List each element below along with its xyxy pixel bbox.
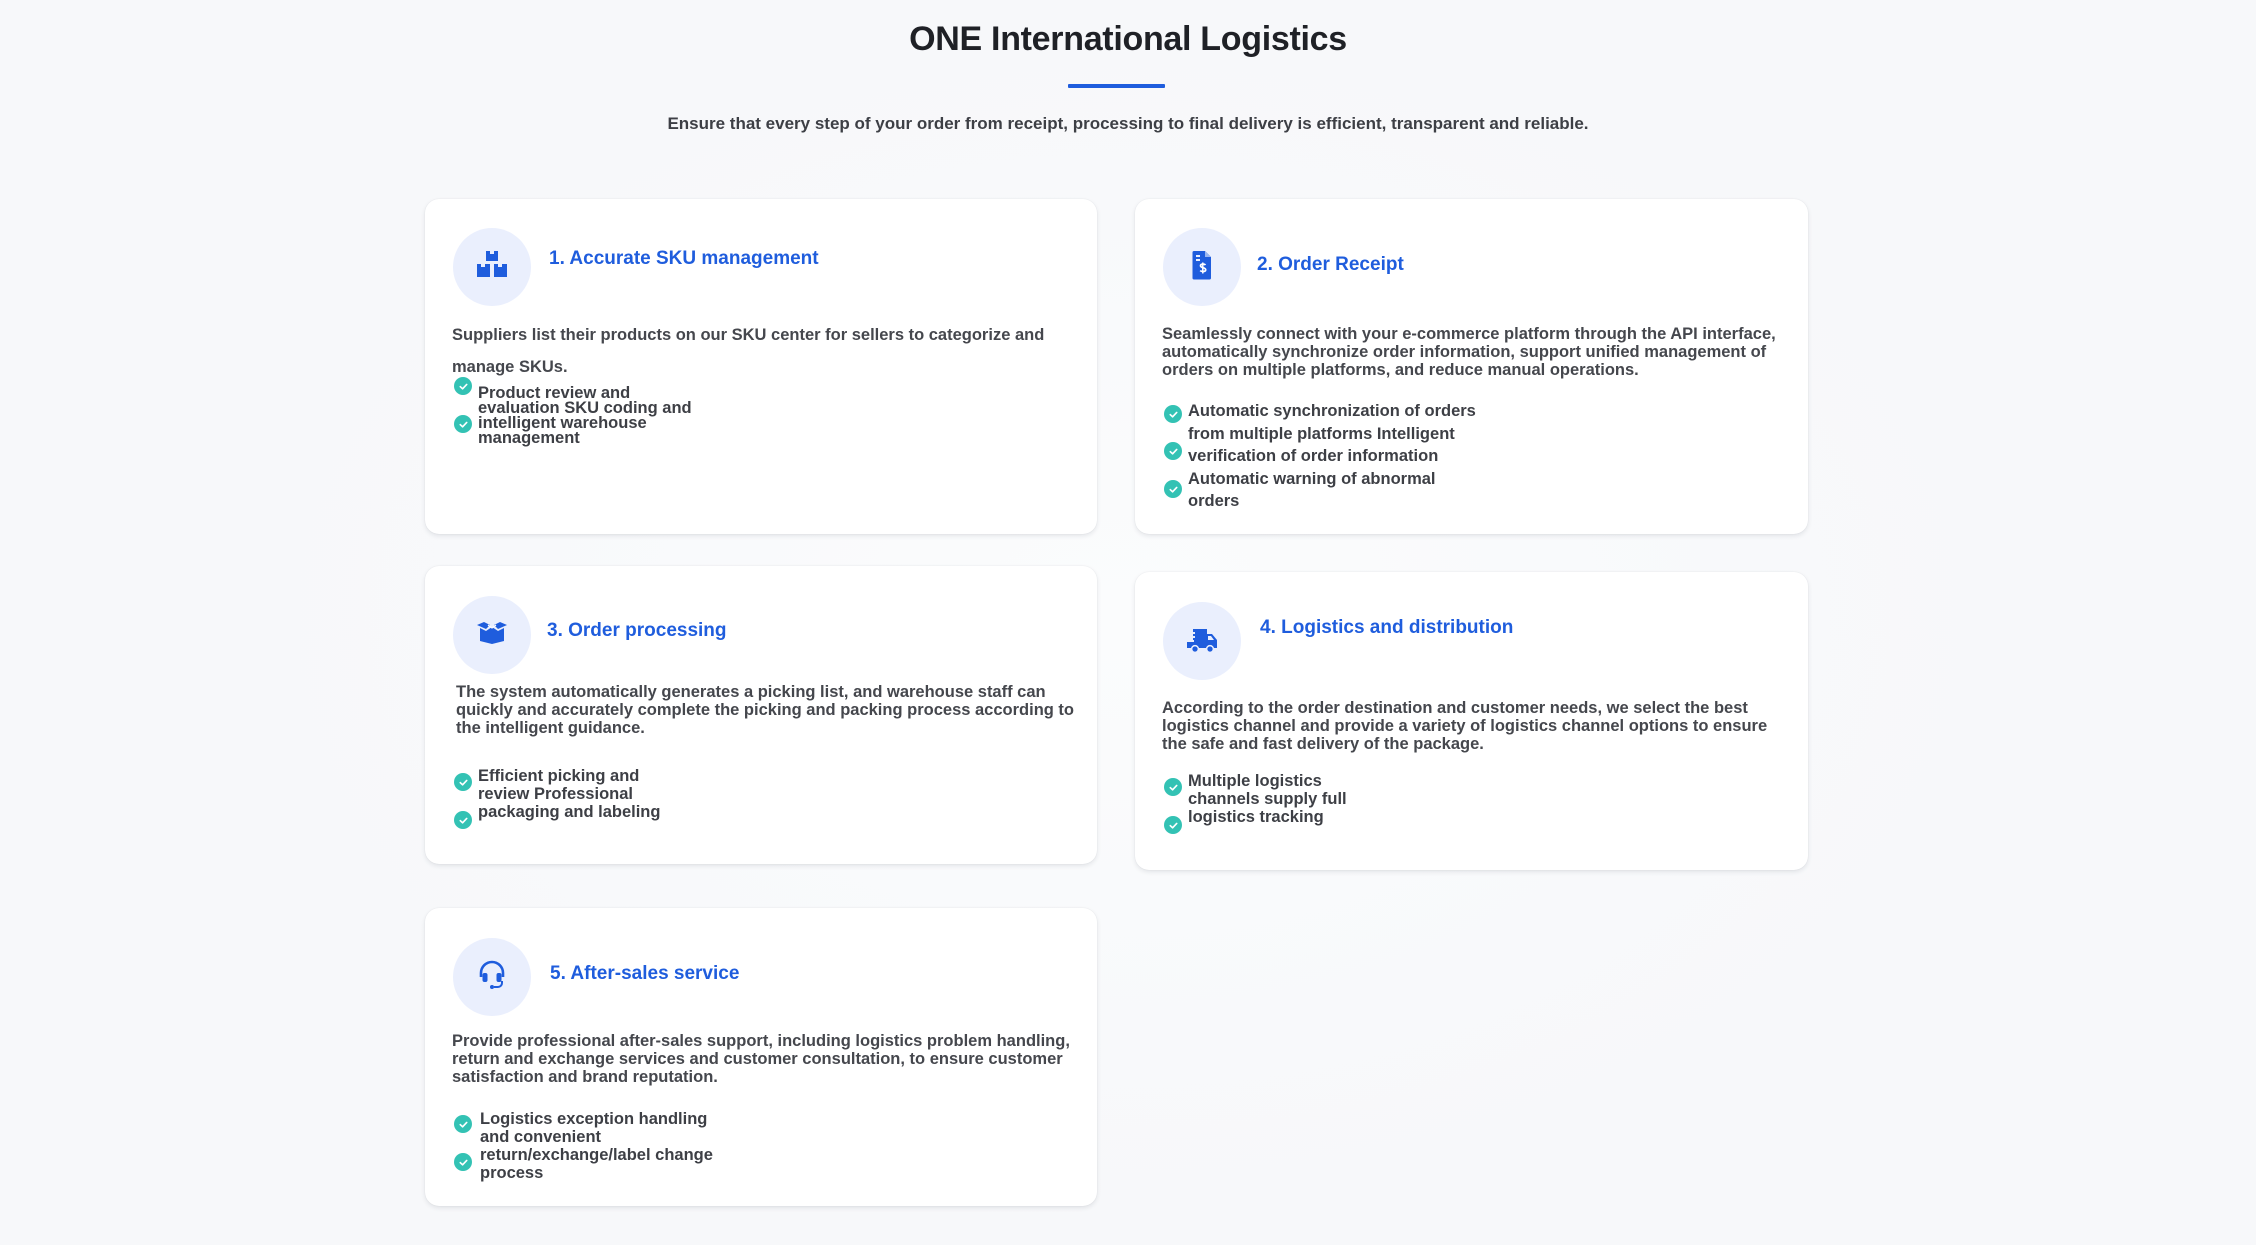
card-title: 2. Order Receipt: [1257, 254, 1404, 275]
page-title: ONE International Logistics: [909, 20, 1347, 58]
card-description: According to the order destination and customer needs, we select the best logistics channel and provide a variety of logistics channel options to ensure the safe and fast delivery of the package.: [1162, 699, 1768, 753]
check-circle-icon: [454, 415, 472, 433]
card-description: Seamlessly connect with your e-commerce platform through the API interface, automatically synchronize order information, support unified management of orders on multiple platforms, and reduce manual operations.: [1162, 325, 1776, 379]
check-circle-icon: [1164, 778, 1182, 796]
delivery-truck-icon: [1185, 622, 1219, 661]
card-order-receipt: [1135, 199, 1808, 534]
invoice-dollar-icon: [1185, 248, 1219, 287]
check-circle-icon: [1164, 816, 1182, 834]
card-after-sales-service: [425, 908, 1097, 1206]
bullet-list-text: Automatic synchronization of orders from multiple platforms Intelligent verification of order information Automatic warning of abnormal orders: [1188, 402, 1476, 510]
card-description: Provide professional after-sales support, including logistics problem handling, return and exchange services and customer consultation, to ensure customer satisfaction and brand reputation.: [452, 1032, 1070, 1086]
title-underline-divider: [1068, 84, 1165, 88]
card-title: 3. Order processing: [547, 620, 727, 641]
boxes-icon: [475, 248, 509, 287]
bullet-list-text: Product review and evaluation SKU coding and intelligent warehouse management: [478, 384, 692, 447]
icon-circle: [453, 596, 531, 674]
check-circle-icon: [454, 773, 472, 791]
icon-circle: [453, 938, 531, 1016]
headset-icon: [475, 958, 509, 997]
open-box-icon: [475, 616, 509, 655]
card-description: The system automatically generates a picking list, and warehouse staff can quickly and accurately complete the picking and packing process according to the intelligent guidance.: [456, 683, 1075, 737]
icon-circle: [1163, 602, 1241, 680]
card-title: 1. Accurate SKU management: [549, 248, 819, 269]
bullet-list-text: Multiple logistics channels supply full logistics tracking: [1188, 772, 1347, 826]
bullet-list-text: Efficient picking and review Professional packaging and labeling: [478, 767, 661, 821]
card-description: Suppliers list their products on our SKU center for sellers to categorize and manage SKUs.: [452, 326, 1045, 376]
card-logistics-distribution: [1135, 572, 1808, 870]
check-circle-icon: [1164, 480, 1182, 498]
card-title: 4. Logistics and distribution: [1260, 617, 1514, 638]
card-title: 5. After-sales service: [550, 963, 740, 984]
bullet-list-text: Logistics exception handling and convenient return/exchange/label change process: [480, 1110, 713, 1182]
card-sku-management: [425, 199, 1097, 534]
card-order-processing: [425, 566, 1097, 864]
check-circle-icon: [454, 811, 472, 829]
check-circle-icon: [1164, 442, 1182, 460]
icon-circle: [453, 228, 531, 306]
icon-circle: [1163, 228, 1241, 306]
check-circle-icon: [454, 1153, 472, 1171]
check-circle-icon: [1164, 405, 1182, 423]
check-circle-icon: [454, 377, 472, 395]
check-circle-icon: [454, 1115, 472, 1133]
page-subtitle: Ensure that every step of your order from receipt, processing to final delivery is efficient, transparent and reliable.: [667, 114, 1589, 133]
